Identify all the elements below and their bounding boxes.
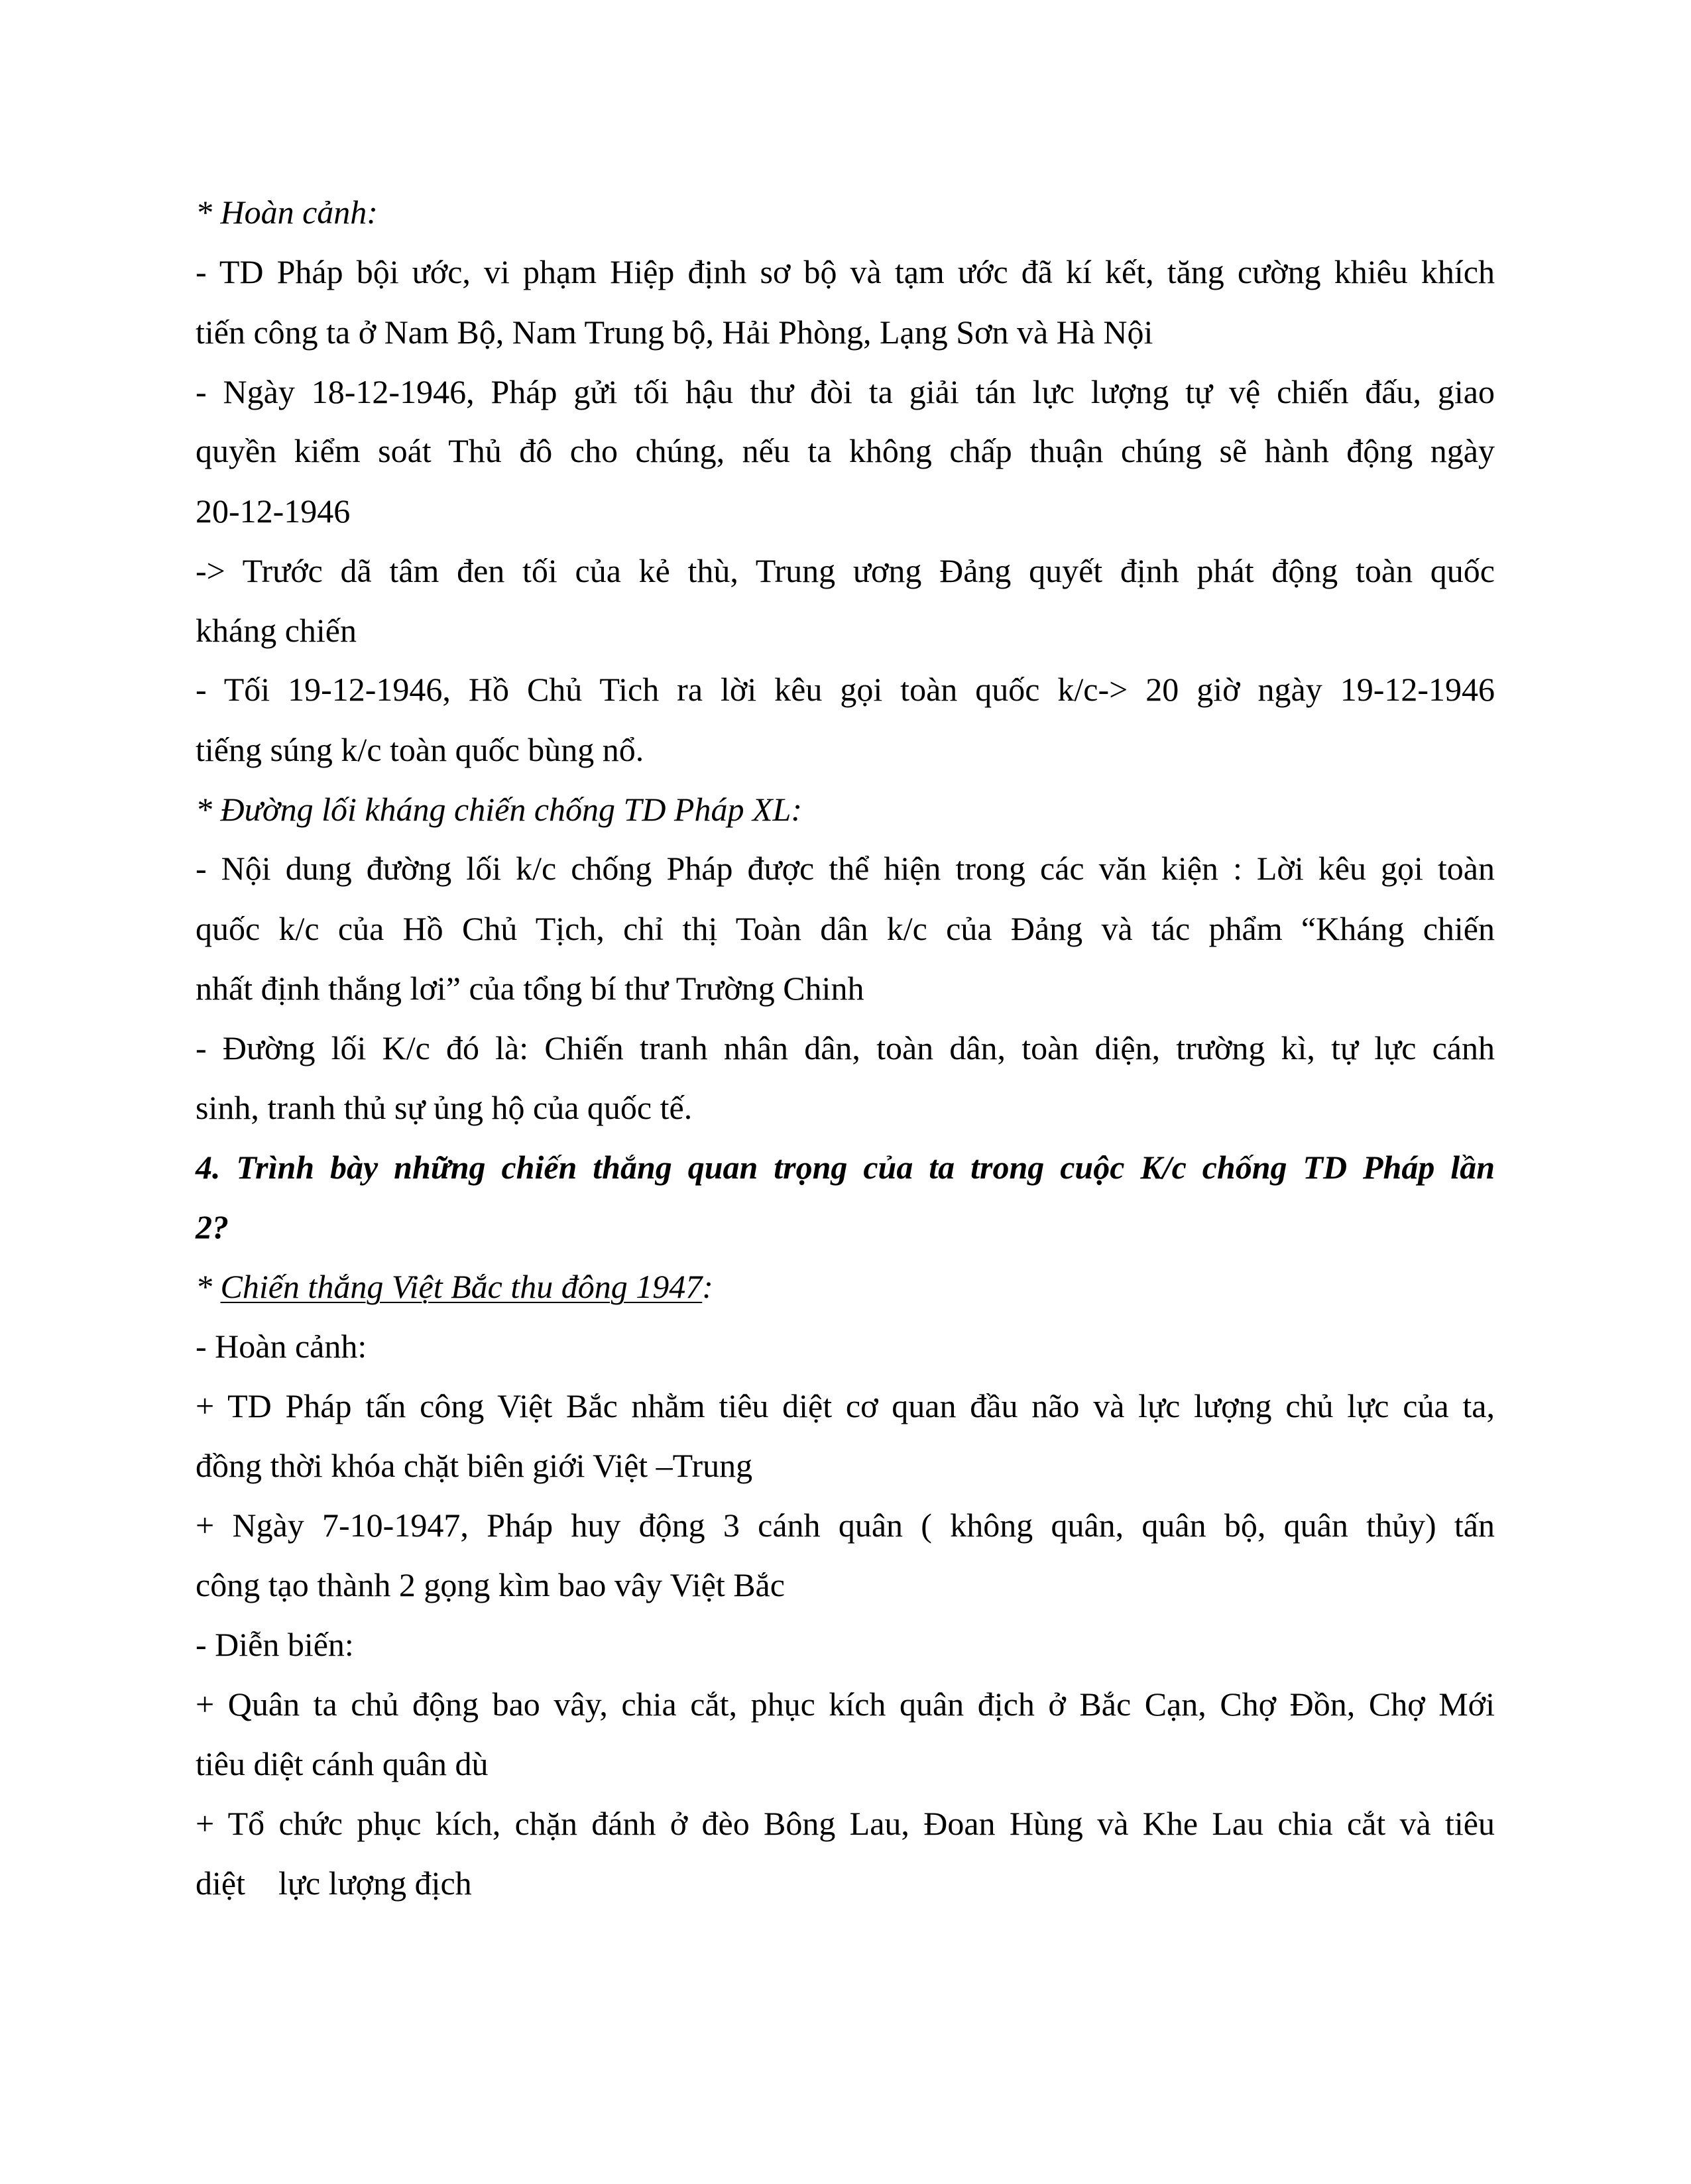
text-line: - Tối 19-12-1946, Hồ Chủ Tich ra lời kêu gọi toàn quốc k/c-> 20 giờ ngày 19-12-1946 bbox=[196, 671, 1495, 708]
text-line: sinh, tranh thủ sự ủng hộ của quốc tế. bbox=[196, 1089, 693, 1126]
text-line: + Ngày 7-10-1947, Pháp huy động 3 cánh quân ( không quân, quân bộ, quân thủy) tấn bbox=[196, 1507, 1495, 1544]
text-line: + Quân ta chủ động bao vây, chia cắt, phục kích quân địch ở Bắc Cạn, Chợ Đồn, Chợ Mới bbox=[196, 1686, 1495, 1723]
text-line: tiêu diệt cánh quân dù bbox=[196, 1745, 489, 1782]
question-4-heading: 4. Trình bày những chiến thắng quan trọng của ta trong cuộc K/c chống TD Pháp lần bbox=[196, 1149, 1495, 1186]
subheading-colon: : bbox=[702, 1268, 713, 1305]
text-line: quyền kiểm soát Thủ đô cho chúng, nếu ta không chấp thuận chúng sẽ hành động ngày bbox=[196, 432, 1495, 469]
heading-duong-loi: * Đường lối kháng chiến chống TD Pháp XL: bbox=[196, 791, 802, 828]
subheading-bullet: * bbox=[196, 1268, 221, 1305]
text-line: - Diễn biến: bbox=[196, 1626, 354, 1663]
text-line: công tạo thành 2 gọng kìm bao vây Việt Bắc bbox=[196, 1566, 785, 1603]
text-line: tiếng súng k/c toàn quốc bùng nổ. bbox=[196, 731, 644, 768]
text-line: -> Trước dã tâm đen tối của kẻ thù, Trung ương Đảng quyết định phát động toàn quốc bbox=[196, 552, 1495, 589]
text-line: - Đường lối K/c đó là: Chiến tranh nhân dân, toàn dân, toàn diện, trường kì, tự lực cánh bbox=[196, 1029, 1495, 1066]
heading-hoan-canh: * Hoàn cảnh: bbox=[196, 194, 378, 231]
text-line: tiến công ta ở Nam Bộ, Nam Trung bộ, Hải Phòng, Lạng Sơn và Hà Nội bbox=[196, 314, 1153, 351]
text-line: - Hoàn cảnh: bbox=[196, 1328, 367, 1365]
text-line: + TD Pháp tấn công Việt Bắc nhằm tiêu diệt cơ quan đầu não và lực lượng chủ lực của ta, bbox=[196, 1387, 1495, 1424]
text-line: diệt lực lượng địch bbox=[196, 1865, 472, 1902]
text-line: 20-12-1946 bbox=[196, 492, 351, 530]
text-line: kháng chiến bbox=[196, 612, 357, 649]
text-line: + Tổ chức phục kích, chặn đánh ở đèo Bông Lau, Đoan Hùng và Khe Lau chia cắt và tiêu bbox=[196, 1805, 1495, 1842]
text-line: quốc k/c của Hồ Chủ Tịch, chỉ thị Toàn dân k/c của Đảng và tác phẩm “Kháng chiến bbox=[196, 910, 1495, 947]
text-line: - TD Pháp bội ước, vi phạm Hiệp định sơ bộ và tạm ước đã kí kết, tăng cường khiêu khích bbox=[196, 253, 1495, 290]
subheading-viet-bac bbox=[196, 1267, 713, 1306]
question-4-heading-cont: 2? bbox=[196, 1208, 229, 1245]
subheading-title: Chiến thắng Việt Bắc thu đông 1947 bbox=[220, 1268, 703, 1305]
text-line: đồng thời khóa chặt biên giới Việt –Trung bbox=[196, 1447, 753, 1484]
text-line: nhất định thắng lơi” của tổng bí thư Trường Chinh bbox=[196, 970, 864, 1007]
text-line: - Ngày 18-12-1946, Pháp gửi tối hậu thư đòi ta giải tán lực lượng tự vệ chiến đấu, giao bbox=[196, 373, 1495, 410]
text-line: - Nội dung đường lối k/c chống Pháp được thể hiện trong các văn kiện : Lời kêu gọi toàn bbox=[196, 850, 1495, 887]
